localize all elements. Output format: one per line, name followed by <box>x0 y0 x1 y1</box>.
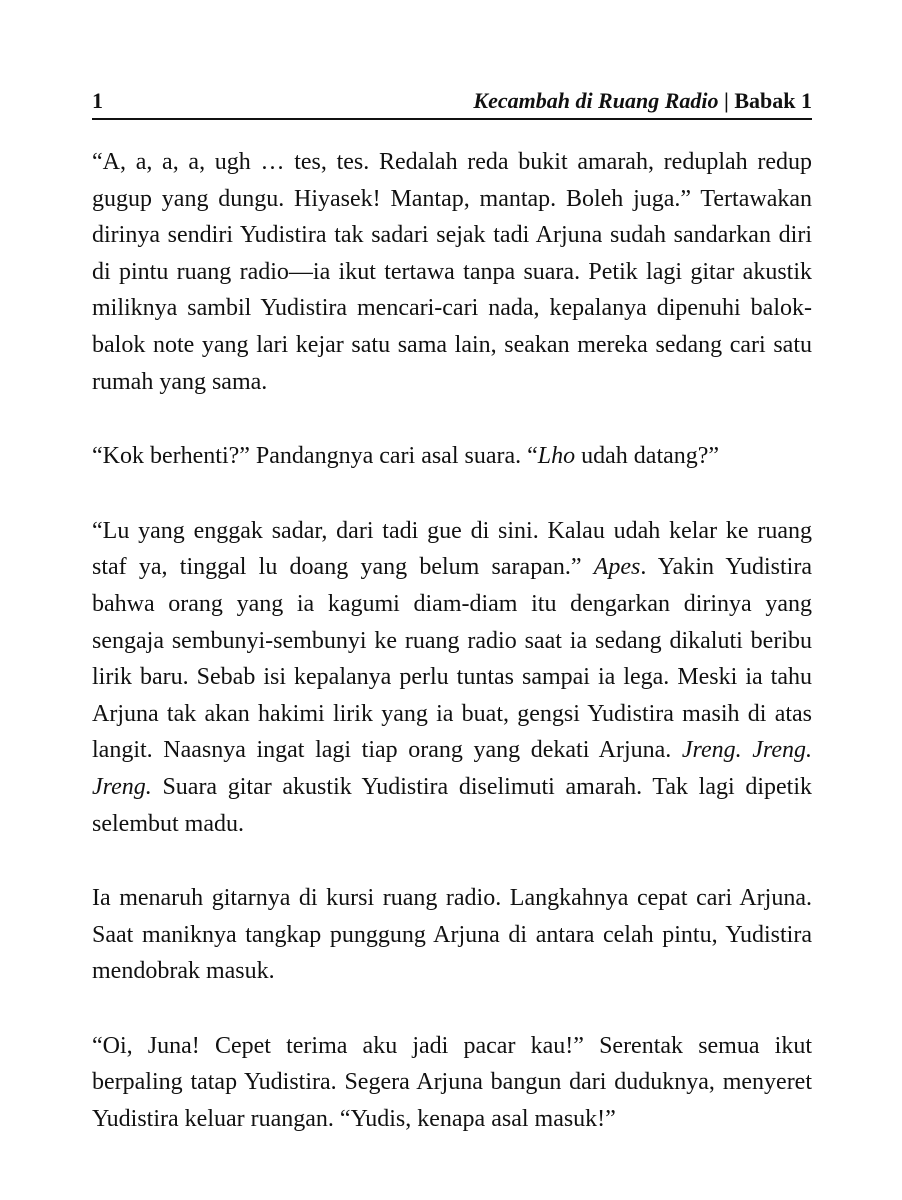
body-text <box>92 144 812 1138</box>
paragraph-3-text-c: Suara gitar akustik Yudistira diselimuti amarah. Tak lagi dipetik selembut madu. <box>92 773 812 837</box>
header-separator: | <box>718 88 735 113</box>
paragraph-2-text-a: “Kok berhenti?” Pandangnya cari asal suara. “ <box>92 443 538 470</box>
paragraph-3 <box>92 513 812 842</box>
paragraph-3-text-a: “Lu yang enggak sadar, dari tadi gue di sini. Kalau udah kelar ke ruang staf ya, tinggal lu doang yang belum sarapan.” <box>92 517 812 581</box>
paragraph-1: “A, a, a, a, ugh … tes, tes. Redalah reda bukit amarah, reduplah redup gugup yang dungu. Hiyasek! Mantap, mantap. Boleh juga.” Tertawakan dirinya sendiri Yudistira tak sadari sejak tadi Arjuna sudah sandarkan diri di pintu ruang radio—ia ikut tertawa tanpa suara. Petik lagi gitar akustik miliknya sambil Yudistira mencari-cari nada, kepalanya dipenuhi balok-balok note yang lari kejar satu sama lain, seakan mereka sedang cari satu rumah yang sama. <box>92 149 812 395</box>
paragraph-3-italic-a: Apes <box>593 554 641 581</box>
paragraph-2-italic: Lho <box>537 443 576 470</box>
book-title: Kecambah di Ruang Radio <box>473 88 719 113</box>
paragraph-2 <box>92 438 812 475</box>
running-header <box>92 86 812 120</box>
book-page <box>92 86 812 1138</box>
running-title <box>473 86 812 116</box>
page-number: 1 <box>92 88 103 113</box>
paragraph-2-text-b: udah datang?” <box>575 443 720 470</box>
paragraph-4: Ia menaruh gitarnya di kursi ruang radio. Langkahnya cepat cari Arjuna. Saat maniknya tangkap punggung Arjuna di antara celah pintu, Yudistira mendobrak masuk. <box>92 885 812 985</box>
paragraph-3-text-b: . Yakin Yudistira bahwa orang yang ia kagumi diam-diam itu dengarkan dirinya yang sengaja sembunyi-sembunyi ke ruang radio saat ia sedang dikaluti beribu lirik baru. Sebab isi kepalanya perlu tuntas sampai ia lega. Meski ia tahu Arjuna tak akan hakimi lirik yang ia buat, gengsi Yudistira masih di atas langit. Naasnya ingat lagi tiap orang yang dekati Arjuna. <box>92 554 812 764</box>
paragraph-5: “Oi, Juna! Cepet terima aku jadi pacar kau!” Serentak semua ikut berpaling tatap Yudistira. Segera Arjuna bangun dari duduknya, menyeret Yudistira keluar ruangan. “Yudis, kenapa asal masuk!” <box>92 1032 812 1133</box>
chapter-label: Babak 1 <box>734 88 812 113</box>
paragraph-3-italic-b: Jreng. Jreng. Jreng. <box>92 737 812 800</box>
